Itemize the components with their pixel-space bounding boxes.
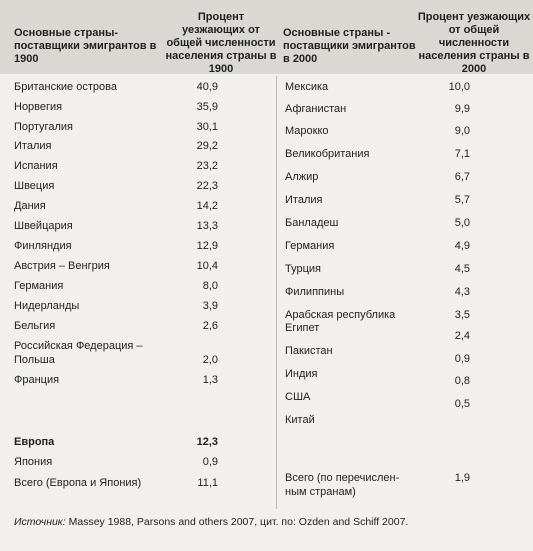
right-row-name: Банладеш [285, 217, 339, 229]
right-row-value: 3,5 [454, 309, 470, 321]
right-row-value: 4,9 [454, 240, 470, 252]
source-text: Massey 1988, Parsons and others 2007, цит. по: Ozden and Schiff 2007. [65, 516, 409, 528]
left-row-name: Бельгия [14, 320, 56, 332]
left-row-value: 40,9 [196, 81, 218, 93]
right-row-name: Германия [285, 240, 335, 252]
left-row-name: Норвегия [14, 101, 63, 113]
left-row-name: Италия [14, 140, 52, 152]
left-row-value: 8,0 [202, 280, 218, 292]
right-row-value: 9,0 [454, 125, 470, 137]
right-row-name: Великобритания [285, 148, 370, 160]
right-row-value: 0,9 [454, 353, 470, 365]
left-row-name: Швеция [14, 180, 55, 192]
right-row-name: Афганистан [285, 103, 347, 115]
left-row-name: Британские острова [14, 81, 117, 93]
left-total-name: Европа [14, 436, 55, 448]
right-row-name: Филиппины [285, 286, 345, 298]
right-row-name: Арабская республика [285, 309, 396, 321]
left-row-name: Франция [14, 374, 60, 386]
left-row-name: Российская Федерация – [14, 340, 143, 352]
right-total-name-line1: Всего (по перечислен- [285, 472, 400, 484]
left-row-name: Финляндия [14, 240, 72, 252]
right-row-name: Мексика [285, 81, 329, 93]
right-row-name: Турция [285, 263, 321, 275]
right-row-value: 0,5 [454, 398, 470, 410]
right-row-name: США [285, 391, 311, 403]
left-row-name: Дания [14, 200, 46, 212]
right-total-name-line2: ным странам) [285, 486, 356, 498]
left-total-value: 0,9 [202, 456, 218, 468]
header-col2: Процент уезжающих от общей численности населения страны в 1900 [165, 11, 277, 75]
left-row-value: 2,6 [202, 320, 218, 332]
left-total-value: 11,1 [197, 477, 218, 489]
right-row-name: Египет [285, 322, 320, 334]
left-row-value: 13,3 [196, 220, 218, 232]
right-row-name: Италия [285, 194, 323, 206]
left-row-value: 3,9 [202, 300, 218, 312]
right-row-name: Китай [285, 414, 315, 426]
right-row-name: Марокко [285, 125, 329, 137]
left-row-value: 22,3 [196, 180, 218, 192]
left-row-name: Швейцария [14, 220, 73, 232]
right-row-value: 5,0 [454, 217, 470, 229]
right-row-value: 6,7 [454, 171, 470, 183]
left-row-value: 30,1 [196, 121, 218, 133]
left-row-value: 10,4 [196, 260, 218, 272]
right-row-name: Индия [285, 368, 318, 380]
column-divider [276, 76, 277, 509]
left-row-value: 1,3 [202, 374, 218, 386]
left-row-name: Испания [14, 160, 58, 172]
left-row-name: Австрия – Венгрия [14, 260, 110, 272]
right-row-value: 9,9 [454, 103, 470, 115]
header-col3: Основные страны - поставщики эмигрантов в 2000 [283, 27, 416, 65]
right-total-value: 1,9 [454, 472, 470, 484]
source-note [14, 516, 408, 528]
right-row-value: 5,7 [454, 194, 470, 206]
left-total-name: Япония [14, 456, 53, 468]
left-row-name: Португалия [14, 121, 73, 133]
right-row-name: Пакистан [285, 345, 333, 357]
left-total-value: 12,3 [196, 436, 218, 448]
left-row-value: 23,2 [196, 160, 218, 172]
source-label: Источник: [14, 516, 66, 528]
left-row-value: 14,2 [196, 200, 218, 212]
right-row-value: 7,1 [454, 148, 470, 160]
right-row-name: Алжир [285, 171, 319, 183]
right-row-value: 4,3 [454, 286, 470, 298]
right-row-value: 0,8 [454, 375, 470, 387]
left-row-name: Польша [14, 354, 55, 366]
left-row-value: 12,9 [196, 240, 218, 252]
right-row-value: 4,5 [454, 263, 470, 275]
left-total-name: Всего (Европа и Япония) [14, 477, 142, 489]
left-row-name: Германия [14, 280, 64, 292]
right-row-value: 10,0 [448, 81, 470, 93]
header-col1: Основные страны-поставщики эмигрантов в 1900 [14, 27, 157, 65]
left-row-value: 35,9 [196, 101, 218, 113]
header-col4: Процент уезжающих от общей численности населения страны в 2000 [417, 11, 531, 75]
left-row-value: 2,0 [202, 354, 218, 366]
right-row-value: 2,4 [454, 330, 470, 342]
left-row-value: 29,2 [196, 140, 218, 152]
left-row-name: Нидерланды [14, 300, 80, 312]
